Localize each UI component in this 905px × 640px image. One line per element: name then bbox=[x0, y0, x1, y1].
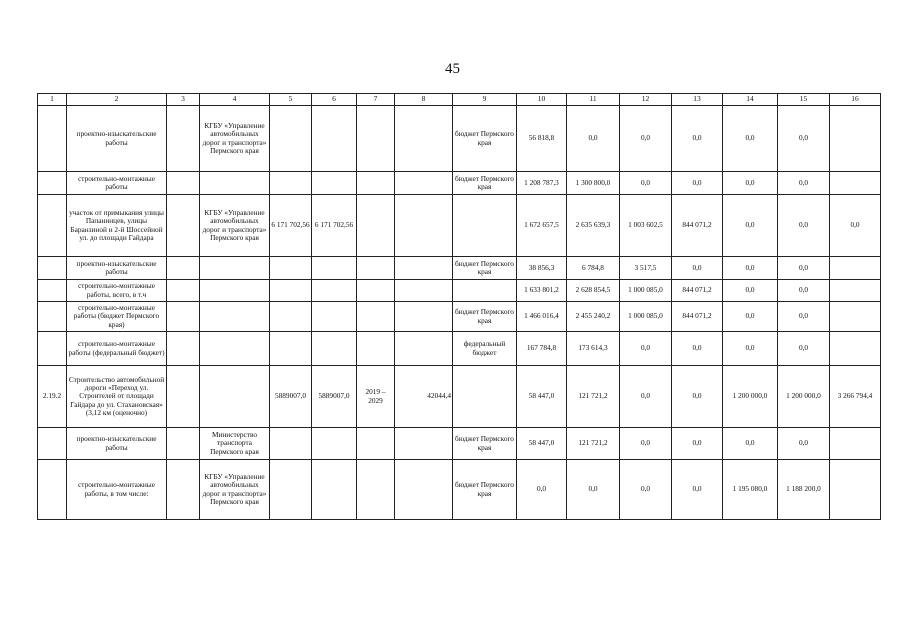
table-cell: 121 721,2 bbox=[567, 366, 620, 428]
table-cell: 0,0 bbox=[517, 460, 567, 520]
table-cell: 844 071,2 bbox=[672, 302, 723, 332]
table-cell: 6 784,8 bbox=[567, 257, 620, 280]
table-cell: КГБУ «Управление автомобильных дорог и транспорта» Пермского края bbox=[200, 460, 270, 520]
table-cell: 0,0 bbox=[723, 257, 778, 280]
table-row bbox=[38, 428, 881, 460]
table-cell bbox=[830, 428, 881, 460]
column-header: 15 bbox=[778, 94, 830, 106]
table-cell: 58 447,0 bbox=[517, 366, 567, 428]
table-cell: 3 266 794,4 bbox=[830, 366, 881, 428]
table-cell: 1 188 200,0 bbox=[778, 460, 830, 520]
table-cell: 1 195 080,0 bbox=[723, 460, 778, 520]
table-cell bbox=[38, 460, 67, 520]
column-header: 3 bbox=[167, 94, 200, 106]
table-cell bbox=[38, 106, 67, 172]
table-cell: 1 003 602,5 bbox=[620, 195, 672, 257]
column-header: 1 bbox=[38, 94, 67, 106]
table-cell bbox=[270, 302, 312, 332]
table-cell: 6 171 702,56 bbox=[312, 195, 357, 257]
table-cell: 0,0 bbox=[778, 257, 830, 280]
table-cell: 0,0 bbox=[778, 428, 830, 460]
table-cell bbox=[167, 460, 200, 520]
table-cell bbox=[395, 280, 453, 302]
table-cell bbox=[270, 332, 312, 366]
table-cell bbox=[357, 428, 395, 460]
table-cell bbox=[270, 257, 312, 280]
table-cell bbox=[312, 280, 357, 302]
table-cell: бюджет Пермского края bbox=[453, 428, 517, 460]
table-cell bbox=[200, 366, 270, 428]
table-cell bbox=[38, 257, 67, 280]
table-cell bbox=[38, 172, 67, 195]
column-header: 10 bbox=[517, 94, 567, 106]
table-cell: бюджет Пермского края bbox=[453, 302, 517, 332]
table-cell: 0,0 bbox=[567, 460, 620, 520]
table-cell: 0,0 bbox=[672, 366, 723, 428]
table-cell: 1 000 085,0 bbox=[620, 280, 672, 302]
table-cell: проектно-изыскательские работы bbox=[67, 106, 167, 172]
table-cell: проектно-изыскательские работы bbox=[67, 257, 167, 280]
table-cell: 2 455 240,2 bbox=[567, 302, 620, 332]
table-cell bbox=[200, 280, 270, 302]
table-cell: 121 721,2 bbox=[567, 428, 620, 460]
table-cell: 844 071,2 bbox=[672, 195, 723, 257]
table-cell: 0,0 bbox=[672, 172, 723, 195]
table-cell: 42044,4 bbox=[395, 366, 453, 428]
table-cell bbox=[830, 332, 881, 366]
table-cell bbox=[270, 172, 312, 195]
column-header: 5 bbox=[270, 94, 312, 106]
table-cell: 0,0 bbox=[778, 302, 830, 332]
table-cell: 58 447,0 bbox=[517, 428, 567, 460]
table-cell: строительно-монтажные работы, в том числе: bbox=[67, 460, 167, 520]
table-cell bbox=[167, 172, 200, 195]
column-header: 12 bbox=[620, 94, 672, 106]
table-cell: 0,0 bbox=[620, 106, 672, 172]
table-cell bbox=[38, 302, 67, 332]
table-cell: 0,0 bbox=[672, 332, 723, 366]
table-cell: 1 300 800,0 bbox=[567, 172, 620, 195]
table-cell: КГБУ «Управление автомобильных дорог и транспорта» Пермского края bbox=[200, 106, 270, 172]
table-cell: 0,0 bbox=[723, 302, 778, 332]
table-cell: участок от примыкания улицы Папанинцев, улицы Баранзиной и 2-й Шоссейной ул. до площади Гайдара bbox=[67, 195, 167, 257]
table-cell bbox=[357, 172, 395, 195]
table-row bbox=[38, 106, 881, 172]
table-row bbox=[38, 366, 881, 428]
table-cell: 1 000 085,0 bbox=[620, 302, 672, 332]
table-cell bbox=[395, 195, 453, 257]
table-cell: КГБУ «Управление автомобильных дорог и транспорта» Пермского края bbox=[200, 195, 270, 257]
table-cell: 0,0 bbox=[778, 172, 830, 195]
table-cell: 0,0 bbox=[620, 460, 672, 520]
table-cell bbox=[357, 302, 395, 332]
table-cell bbox=[200, 172, 270, 195]
table-cell bbox=[167, 366, 200, 428]
table-cell: 1 200 000,0 bbox=[778, 366, 830, 428]
table-cell bbox=[200, 332, 270, 366]
table-cell bbox=[38, 428, 67, 460]
table-cell: 0,0 bbox=[620, 332, 672, 366]
table-row bbox=[38, 302, 881, 332]
table-cell: строительно-монтажные работы bbox=[67, 172, 167, 195]
table-cell: 1 672 657,5 bbox=[517, 195, 567, 257]
table-cell: 38 856,3 bbox=[517, 257, 567, 280]
table-row bbox=[38, 195, 881, 257]
table-cell: Министерство транспорта Пермского края bbox=[200, 428, 270, 460]
table-cell bbox=[395, 172, 453, 195]
table-cell bbox=[395, 106, 453, 172]
column-header: 13 bbox=[672, 94, 723, 106]
column-header: 2 bbox=[67, 94, 167, 106]
table-cell bbox=[395, 302, 453, 332]
table-cell: федеральный бюджет bbox=[453, 332, 517, 366]
column-header: 4 bbox=[200, 94, 270, 106]
header-row bbox=[38, 94, 881, 106]
table-cell: 173 614,3 bbox=[567, 332, 620, 366]
table-cell: 167 784,8 bbox=[517, 332, 567, 366]
table-cell: 2019 – 2029 bbox=[357, 366, 395, 428]
table-cell bbox=[270, 106, 312, 172]
table-cell bbox=[357, 106, 395, 172]
table-cell: 0,0 bbox=[620, 172, 672, 195]
table-cell: 0,0 bbox=[830, 195, 881, 257]
table-cell bbox=[167, 257, 200, 280]
budget-table bbox=[37, 93, 881, 520]
table-cell: 0,0 bbox=[723, 106, 778, 172]
column-header: 7 bbox=[357, 94, 395, 106]
column-header: 14 bbox=[723, 94, 778, 106]
table-cell: 2.19.2 bbox=[38, 366, 67, 428]
table-cell bbox=[312, 302, 357, 332]
table-cell: бюджет Пермского края bbox=[453, 460, 517, 520]
column-header: 11 bbox=[567, 94, 620, 106]
table-cell: 5889007,0 bbox=[270, 366, 312, 428]
table-cell: 844 071,2 bbox=[672, 280, 723, 302]
table-cell: Строительство автомобильной дороги «Переход ул. Строителей от площади Гайдара до ул. Стахановская» (3,12 км (оценочно) bbox=[67, 366, 167, 428]
table-cell: 0,0 bbox=[723, 428, 778, 460]
table-cell: 1 466 016,4 bbox=[517, 302, 567, 332]
table-cell: 0,0 bbox=[672, 257, 723, 280]
table-cell bbox=[830, 302, 881, 332]
table-row bbox=[38, 460, 881, 520]
table-cell bbox=[453, 280, 517, 302]
table-cell bbox=[38, 332, 67, 366]
column-header: 8 bbox=[395, 94, 453, 106]
table-cell bbox=[830, 280, 881, 302]
table-cell bbox=[453, 366, 517, 428]
table-row bbox=[38, 332, 881, 366]
column-header: 16 bbox=[830, 94, 881, 106]
table-cell bbox=[395, 428, 453, 460]
table-cell: 56 818,8 bbox=[517, 106, 567, 172]
table-cell: 1 633 801,2 bbox=[517, 280, 567, 302]
table-cell bbox=[312, 428, 357, 460]
table-cell bbox=[357, 195, 395, 257]
table-cell: 1 208 787,3 bbox=[517, 172, 567, 195]
table-cell bbox=[312, 172, 357, 195]
table-cell: 0,0 bbox=[567, 106, 620, 172]
table-cell bbox=[395, 332, 453, 366]
table-cell bbox=[270, 428, 312, 460]
table-cell bbox=[270, 460, 312, 520]
table-cell bbox=[830, 257, 881, 280]
table-cell bbox=[357, 257, 395, 280]
table-cell bbox=[357, 332, 395, 366]
table-cell bbox=[200, 257, 270, 280]
table-cell: 0,0 bbox=[672, 460, 723, 520]
table-cell bbox=[38, 195, 67, 257]
table-cell: 0,0 bbox=[620, 366, 672, 428]
table-cell bbox=[830, 106, 881, 172]
table-cell: 0,0 bbox=[723, 332, 778, 366]
table-cell: 5889007,0 bbox=[312, 366, 357, 428]
table-cell: 2 635 639,3 bbox=[567, 195, 620, 257]
table-cell: 0,0 bbox=[672, 428, 723, 460]
table-cell bbox=[453, 195, 517, 257]
table-cell bbox=[200, 302, 270, 332]
table-cell: 1 200 000,0 bbox=[723, 366, 778, 428]
table-cell: проектно-изыскательские работы bbox=[67, 428, 167, 460]
table-cell bbox=[312, 460, 357, 520]
table-cell bbox=[395, 257, 453, 280]
table-cell: 0,0 bbox=[778, 106, 830, 172]
table-cell: 0,0 bbox=[723, 280, 778, 302]
table-cell bbox=[312, 332, 357, 366]
column-header: 9 bbox=[453, 94, 517, 106]
table-cell bbox=[312, 257, 357, 280]
table-cell bbox=[167, 195, 200, 257]
table-cell: 0,0 bbox=[723, 195, 778, 257]
table-cell bbox=[167, 428, 200, 460]
column-header: 6 bbox=[312, 94, 357, 106]
table-cell: 0,0 bbox=[672, 106, 723, 172]
table-cell bbox=[270, 280, 312, 302]
table-row bbox=[38, 257, 881, 280]
table-cell: строительно-монтажные работы (федеральный бюджет) bbox=[67, 332, 167, 366]
table-cell bbox=[830, 172, 881, 195]
table-cell: 0,0 bbox=[723, 172, 778, 195]
table-cell bbox=[38, 280, 67, 302]
table-cell bbox=[167, 280, 200, 302]
table-cell bbox=[395, 460, 453, 520]
table-cell: 3 517,5 bbox=[620, 257, 672, 280]
table-cell: 0,0 bbox=[778, 195, 830, 257]
table-cell bbox=[312, 106, 357, 172]
table-row bbox=[38, 172, 881, 195]
table-cell: бюджет Пермского края bbox=[453, 257, 517, 280]
page-number: 45 bbox=[445, 61, 460, 77]
table-cell bbox=[357, 460, 395, 520]
table-cell: 6 171 702,56 bbox=[270, 195, 312, 257]
table-cell bbox=[167, 106, 200, 172]
table-cell: строительно-монтажные работы, всего, в т.ч bbox=[67, 280, 167, 302]
table-cell: 0,0 bbox=[778, 332, 830, 366]
table-cell: 0,0 bbox=[778, 280, 830, 302]
table-cell bbox=[167, 332, 200, 366]
table-row bbox=[38, 280, 881, 302]
table-cell bbox=[357, 280, 395, 302]
table-cell: 2 628 854,5 bbox=[567, 280, 620, 302]
table-cell: 0,0 bbox=[620, 428, 672, 460]
table-cell bbox=[167, 302, 200, 332]
table-cell: бюджет Пермского края bbox=[453, 172, 517, 195]
table-cell: строительно-монтажные работы (бюджет Пермского края) bbox=[67, 302, 167, 332]
table-cell: бюджет Пермского края bbox=[453, 106, 517, 172]
table-cell bbox=[830, 460, 881, 520]
